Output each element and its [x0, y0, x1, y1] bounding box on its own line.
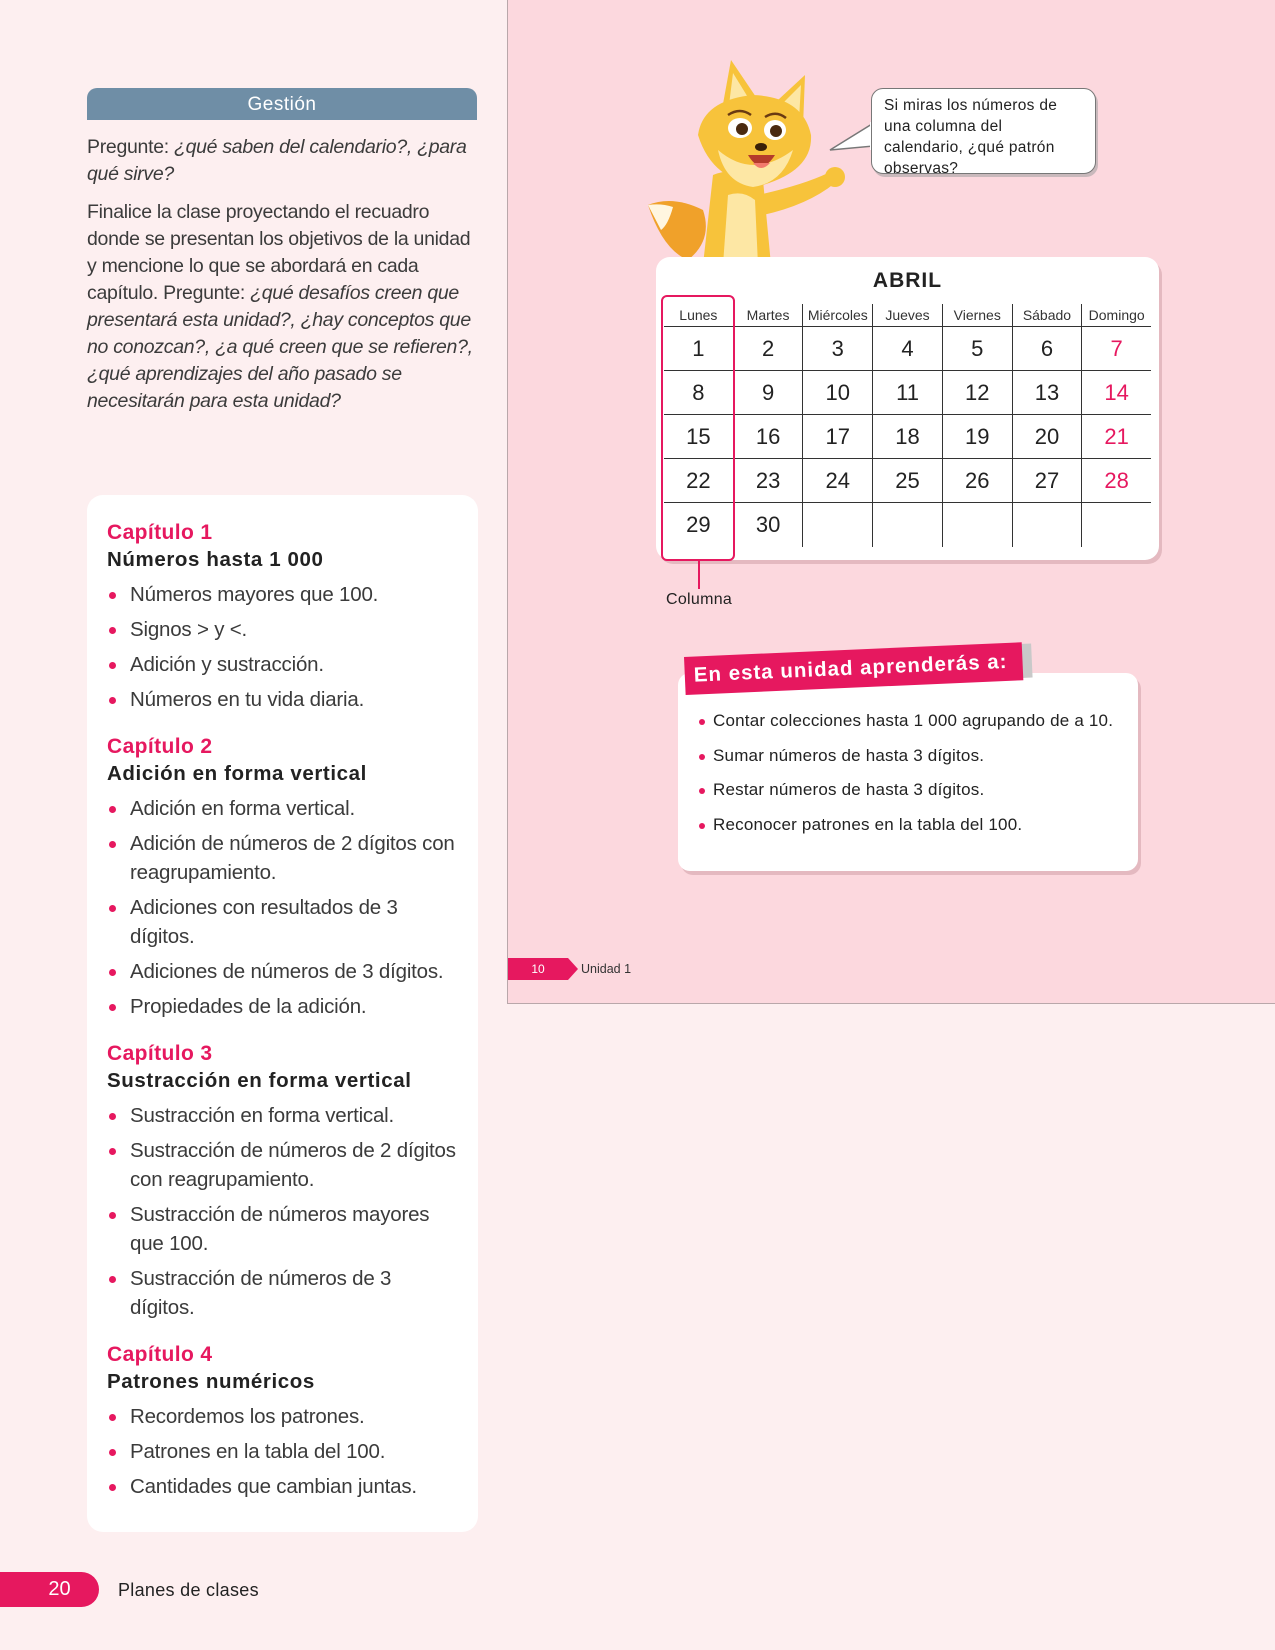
day-header: Jueves	[872, 304, 942, 326]
footer-section-label: Planes de clases	[118, 1580, 259, 1600]
gestion-header: Gestión	[87, 88, 477, 120]
chapters-panel	[87, 495, 478, 1532]
calendar-day-cell	[1081, 503, 1151, 547]
chapter-title: Sustracción en forma vertical	[107, 1069, 412, 1092]
day-header: Viernes	[942, 304, 1012, 326]
calendar-day-cell: 27	[1012, 459, 1082, 502]
gestion-p1-plain: Pregunte:	[87, 136, 174, 158]
calendar-day-cell	[942, 503, 1012, 547]
chapter-3	[107, 1041, 458, 1322]
list-item: Propiedades de la adición.	[107, 992, 458, 1021]
calendar-day-cell: 4	[872, 327, 942, 370]
list-item: Sustracción de números de 3 dígitos.	[107, 1264, 458, 1322]
calendar-day-cell: 5	[942, 327, 1012, 370]
fox-mascot-illustration	[643, 55, 893, 265]
calendar-day-cell: 12	[942, 371, 1012, 414]
calendar-day-cell: 7	[1081, 327, 1151, 370]
list-item: Sustracción de números mayores que 100.	[107, 1200, 458, 1258]
calendar-day-cell: 13	[1012, 371, 1082, 414]
calendar-day-cell: 2	[733, 327, 803, 370]
column-pointer-line	[698, 561, 700, 589]
list-item: Adiciones con resultados de 3 dígitos.	[107, 893, 458, 951]
list-item: Adición en forma vertical.	[107, 794, 458, 823]
calendar-day-cell: 29	[686, 512, 711, 537]
calendar-day-cell: 16	[733, 415, 803, 458]
list-item: Sustracción en forma vertical.	[107, 1101, 458, 1130]
chapter-2	[107, 734, 458, 1021]
day-header: Miércoles	[802, 304, 872, 326]
chapter-topic-list	[107, 580, 458, 714]
calendar-day-cell: 18	[872, 415, 942, 458]
calendar-day-cell: 30	[733, 503, 803, 547]
day-header: Lunes	[679, 307, 718, 323]
calendar-month: ABRIL	[872, 269, 943, 292]
gestion-p2-plain: Finalice la clase proyectando el recuadro donde se presentan los objetivos de la unidad y mencione lo que se abordará en cada capítulo. Pregunte:	[87, 201, 471, 304]
chapter-label: Capítulo 3	[107, 1042, 213, 1065]
student-page-number: 10	[508, 958, 568, 980]
chapter-title: Patrones numéricos	[107, 1370, 315, 1393]
list-item: Adición de números de 2 dígitos con reagrupamiento.	[107, 829, 458, 887]
calendar-day-cell: 1	[692, 336, 705, 361]
chapter-topic-list	[107, 794, 458, 1021]
calendar-day-cell: 21	[1081, 415, 1151, 458]
calendar-week-row	[664, 371, 1151, 415]
calendar-day-cell	[872, 503, 942, 547]
chapter-label: Capítulo 1	[107, 521, 213, 544]
gestion-p2-questions: ¿qué desafíos creen que presentará esta unidad?, ¿hay conceptos que no conozcan?, ¿a qué creen que se refieren?, ¿qué aprendizajes del año pasado se necesitarán para esta unidad?	[87, 282, 473, 412]
list-item: Adiciones de números de 3 dígitos.	[107, 957, 458, 986]
calendar-day-cell: 22	[686, 468, 711, 493]
list-item: Números en tu vida diaria.	[107, 685, 458, 714]
calendar-week-row	[664, 327, 1151, 371]
learning-goals-banner: En esta unidad aprenderás a:	[684, 642, 1023, 695]
calendar-day-cell: 17	[802, 415, 872, 458]
day-header: Martes	[733, 304, 803, 326]
column-highlight	[661, 295, 735, 561]
calendar-day-cell: 11	[872, 371, 942, 414]
calendar-day-cell: 14	[1081, 371, 1151, 414]
chapter-title: Números hasta 1 000	[107, 548, 324, 571]
list-item: Adición y sustracción.	[107, 650, 458, 679]
calendar-week-row	[664, 503, 1151, 547]
calendar-day-cell: 6	[1012, 327, 1082, 370]
list-item: Signos > y <.	[107, 615, 458, 644]
day-header: Domingo	[1081, 304, 1151, 326]
calendar-day-cell: 24	[802, 459, 872, 502]
gestion-paragraph-1	[87, 134, 477, 188]
calendar-day-cell: 8	[692, 380, 705, 405]
calendar-day-cell	[802, 503, 872, 547]
calendar-day-cell: 23	[733, 459, 803, 502]
calendar-day-cell: 26	[942, 459, 1012, 502]
list-item: Números mayores que 100.	[107, 580, 458, 609]
gestion-paragraph-2	[87, 199, 477, 415]
student-page-unit: Unidad 1	[581, 962, 632, 976]
gestion-p1-question: ¿qué saben del calendario?, ¿para qué sirve?	[87, 136, 467, 185]
learning-goals-list	[699, 710, 1113, 848]
gestion-text	[87, 134, 477, 426]
calendar-day-cell: 19	[942, 415, 1012, 458]
calendar-grid	[664, 304, 1151, 547]
chapter-topic-list	[107, 1101, 458, 1322]
list-item: Restar números de hasta 3 dígitos.	[699, 779, 1113, 801]
page-number-tab: 20	[0, 1572, 99, 1607]
chapter-label: Capítulo 2	[107, 735, 213, 758]
calendar-week-row	[664, 459, 1151, 503]
chapter-1	[107, 520, 458, 714]
calendar-day-cell: 28	[1081, 459, 1151, 502]
column-label: Columna	[666, 591, 733, 608]
list-item: Cantidades que cambian juntas.	[107, 1472, 458, 1501]
day-header: Sábado	[1012, 304, 1082, 326]
calendar-day-cell: 20	[1012, 415, 1082, 458]
calendar-day-cell: 15	[686, 424, 711, 449]
list-item: Contar colecciones hasta 1 000 agrupando de a 10.	[699, 710, 1113, 732]
speech-bubble: Si miras los números de una columna del calendario, ¿qué patrón observas?	[871, 88, 1096, 174]
page-number-arrow-icon	[568, 958, 578, 980]
chapter-4	[107, 1342, 458, 1501]
chapter-label: Capítulo 4	[107, 1343, 213, 1366]
calendar-day-cell: 9	[733, 371, 803, 414]
chapter-topic-list	[107, 1402, 458, 1501]
list-item: Recordemos los patrones.	[107, 1402, 458, 1431]
list-item: Sumar números de hasta 3 dígitos.	[699, 745, 1113, 767]
calendar-day-cell	[1012, 503, 1082, 547]
list-item: Reconocer patrones en la tabla del 100.	[699, 814, 1113, 836]
student-page	[507, 0, 1275, 1004]
chapter-title: Adición en forma vertical	[107, 762, 367, 785]
calendar-day-cell: 25	[872, 459, 942, 502]
calendar-day-cell: 3	[802, 327, 872, 370]
calendar-day-cell: 10	[802, 371, 872, 414]
list-item: Patrones en la tabla del 100.	[107, 1437, 458, 1466]
list-item: Sustracción de números de 2 dígitos con reagrupamiento.	[107, 1136, 458, 1194]
calendar-day-headers	[664, 304, 1151, 327]
calendar-week-row	[664, 415, 1151, 459]
